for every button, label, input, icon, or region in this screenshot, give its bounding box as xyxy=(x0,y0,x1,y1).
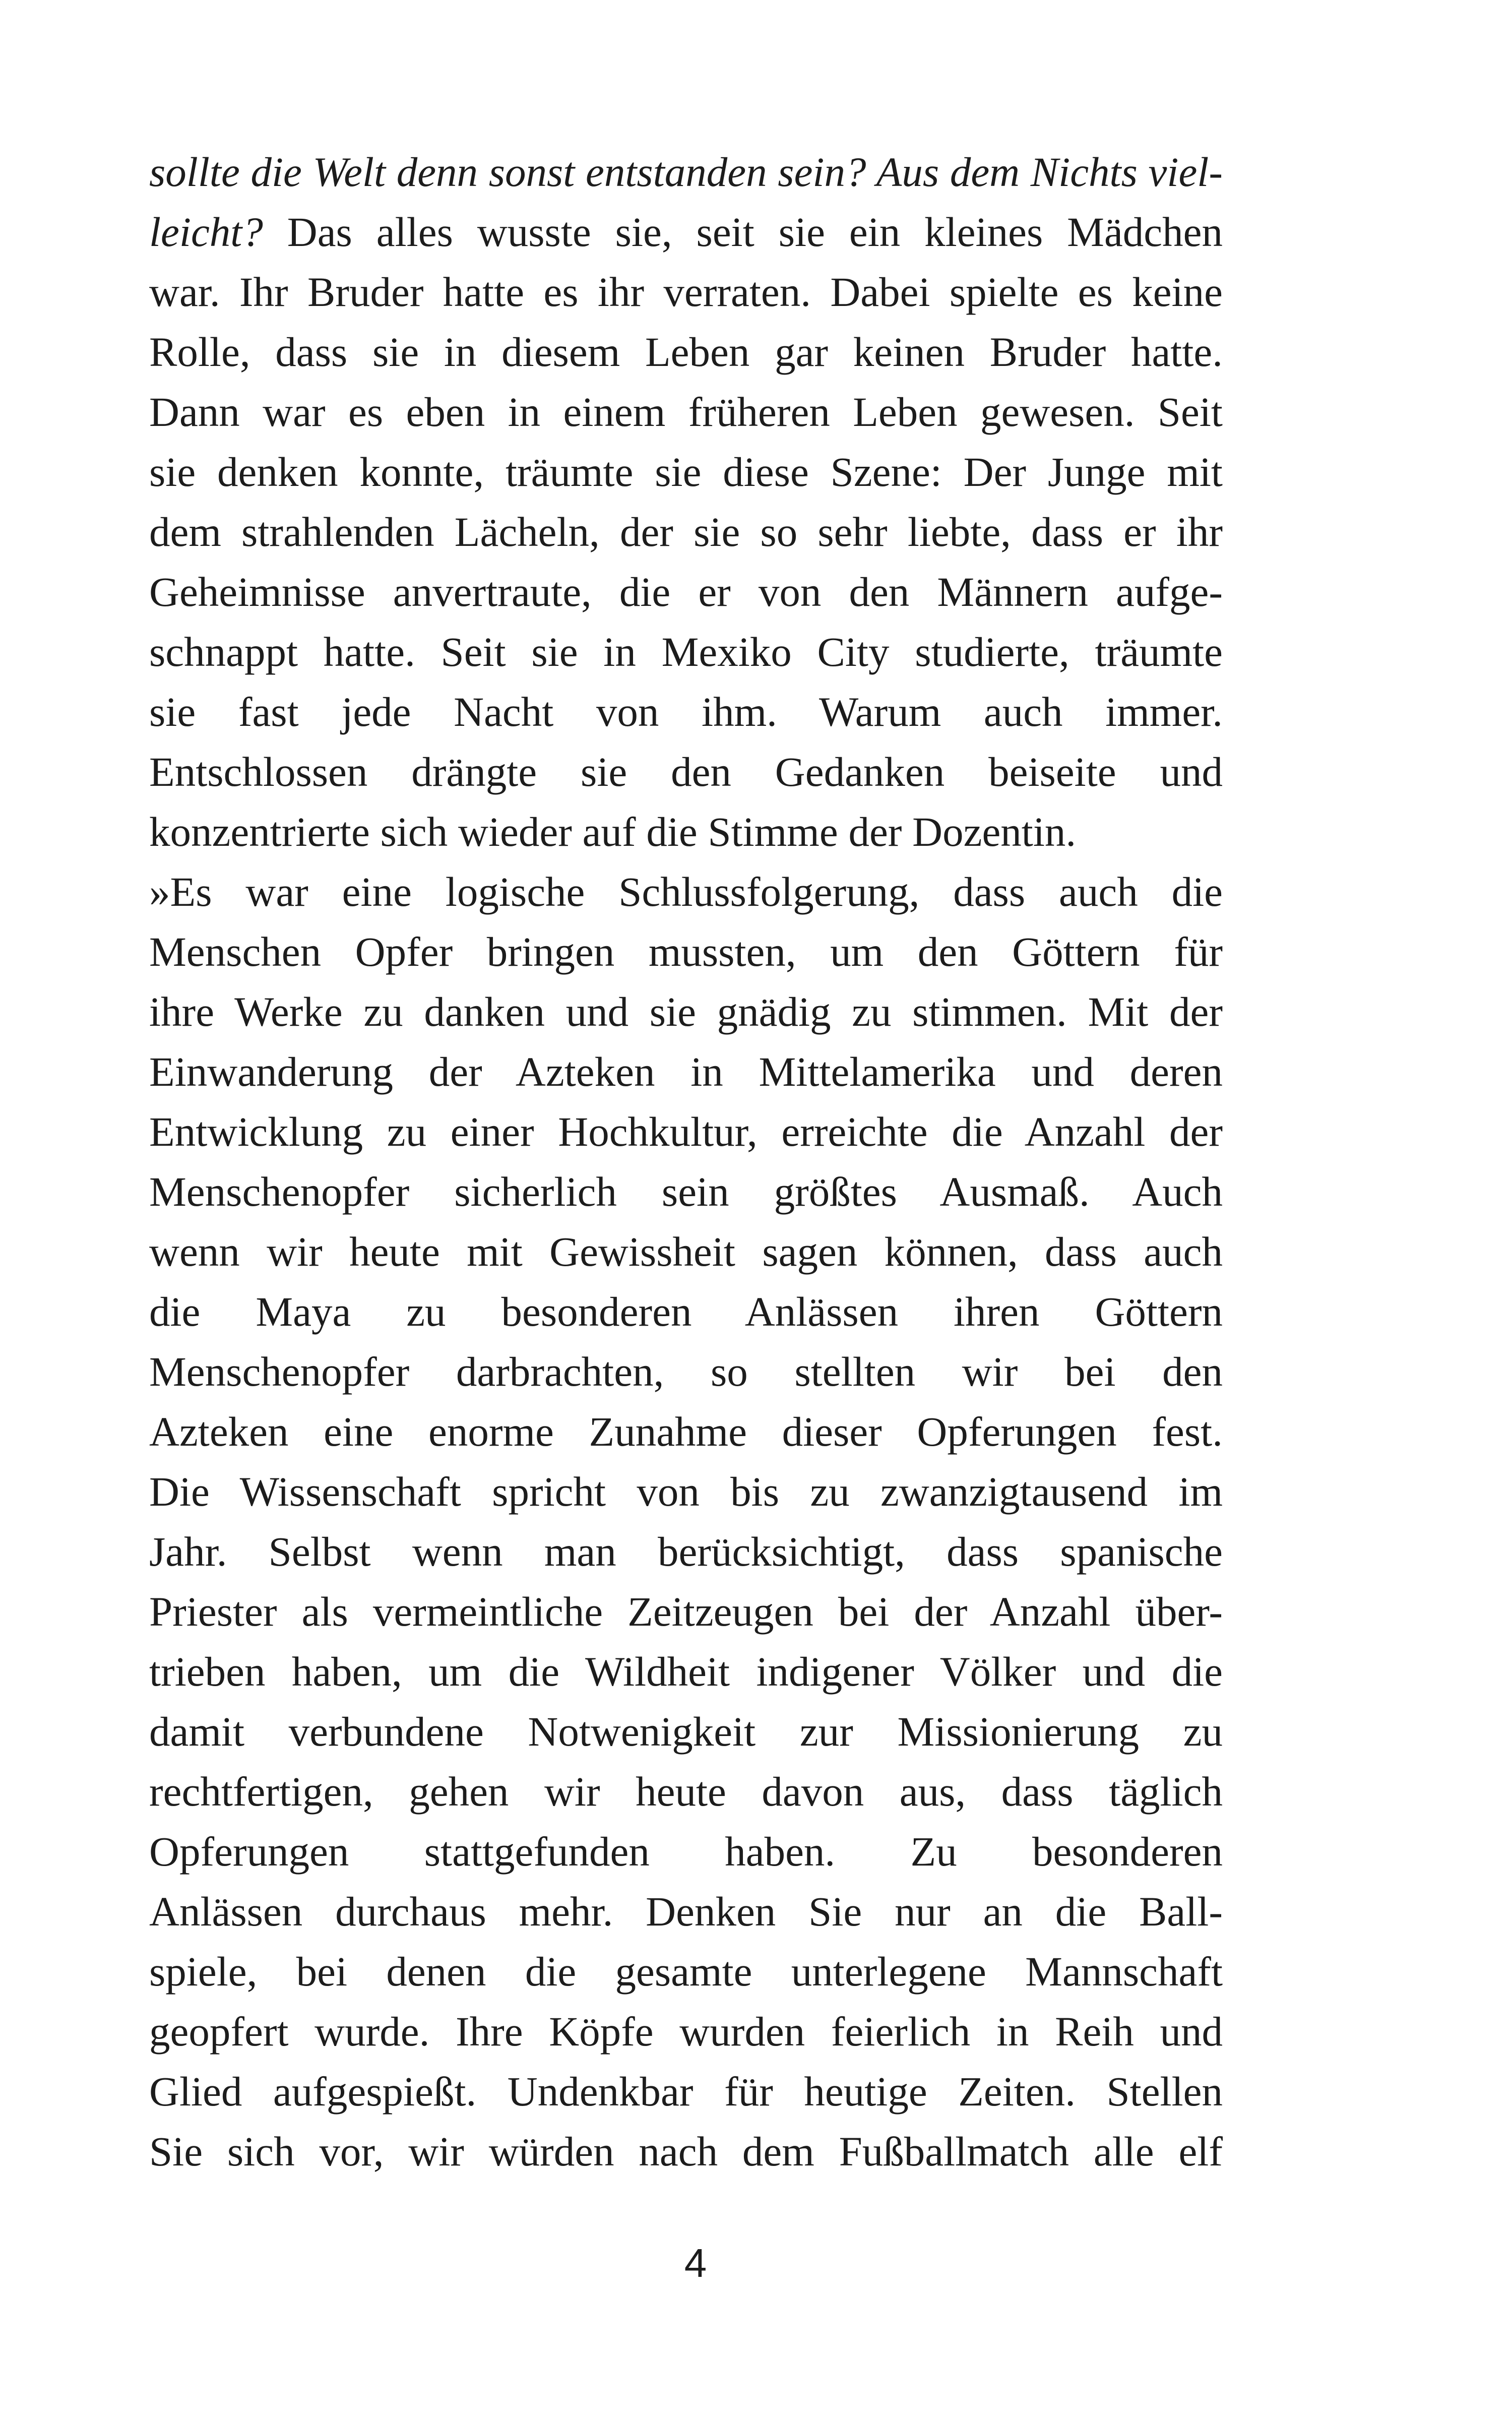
line-text: Menschen Opfer bringen mussten, um den Göttern für xyxy=(149,928,1223,975)
text-line xyxy=(149,1822,1223,1882)
line-text: Azteken eine enorme Zunahme dieser Opferungen fest. xyxy=(149,1408,1223,1455)
text-line xyxy=(149,982,1223,1042)
text-line xyxy=(149,1102,1223,1162)
line-text: Entschlossen drängte sie den Gedanken beiseite und xyxy=(149,749,1223,795)
line-text: trieben haben, um die Wildheit indigener Völker und die xyxy=(149,1648,1223,1695)
text-line xyxy=(149,682,1223,742)
text-line xyxy=(149,862,1223,922)
line-text: spiele, bei denen die gesamte unterlegene Mannschaft xyxy=(149,1948,1223,1995)
text-line xyxy=(149,262,1223,322)
text-line xyxy=(149,742,1223,802)
line-text: die Maya zu besonderen Anlässen ihren Göttern xyxy=(149,1288,1223,1335)
line-text: Menschenopfer darbrachten, so stellten wir bei den xyxy=(149,1348,1223,1395)
text-line xyxy=(149,1222,1223,1282)
text-line xyxy=(149,382,1223,442)
text-line xyxy=(149,442,1223,502)
text-line xyxy=(149,2002,1223,2062)
line-text: Entwicklung zu einer Hochkultur, erreichte die Anzahl der xyxy=(149,1108,1223,1155)
text-line xyxy=(149,1702,1223,1762)
text-line xyxy=(149,1642,1223,1702)
paragraph xyxy=(149,142,1223,862)
text-line xyxy=(149,2062,1223,2122)
line-text: damit verbundene Notwenigkeit zur Missionierung zu xyxy=(149,1708,1223,1755)
line-text: Jahr. Selbst wenn man berücksichtigt, dass spanische xyxy=(149,1528,1223,1575)
line-text: schnappt hatte. Seit sie in Mexiko City studierte, träumte xyxy=(149,629,1223,675)
line-text: Priester als vermeintliche Zeitzeugen bei der Anzahl über- xyxy=(149,1588,1223,1635)
text-line xyxy=(149,1402,1223,1462)
line-text: Rolle, dass sie in diesem Leben gar keinen Bruder hatte. xyxy=(149,329,1223,375)
line-text: geopfert wurde. Ihre Köpfe wurden feierlich in Reih und xyxy=(149,2008,1223,2055)
text-line xyxy=(149,802,1223,862)
line-text: Glied aufgespießt. Undenkbar für heutige Zeiten. Stellen xyxy=(149,2068,1223,2115)
line-text: sie denken konnte, träumte sie diese Szene: Der Junge mit xyxy=(149,449,1223,495)
text-line xyxy=(149,1462,1223,1522)
line-text: Sie sich vor, wir würden nach dem Fußballmatch alle elf xyxy=(149,2128,1223,2175)
line-text: konzentrierte sich wieder auf die Stimme der Dozentin. xyxy=(149,809,1077,855)
italic-text: sollte die Welt denn sonst entstanden sein? Aus dem Nichts viel- xyxy=(149,149,1223,195)
text-line xyxy=(149,1762,1223,1822)
text-line xyxy=(149,1342,1223,1402)
text-line xyxy=(149,1042,1223,1102)
text-line xyxy=(149,202,1223,262)
text-line xyxy=(149,1882,1223,1942)
line-text: wenn wir heute mit Gewissheit sagen können, dass auch xyxy=(149,1228,1223,1275)
line-text: dem strahlenden Lächeln, der sie so sehr liebte, dass er ihr xyxy=(149,509,1223,555)
line-text: Menschenopfer sicherlich sein größtes Ausmaß. Auch xyxy=(149,1168,1223,1215)
italic-text: leicht? xyxy=(149,209,263,255)
line-text: war. Ihr Bruder hatte es ihr verraten. Dabei spielte es keine xyxy=(149,269,1223,315)
line-text: Geheimnisse anvertraute, die er von den Männern aufge- xyxy=(149,569,1223,615)
text-line xyxy=(149,1522,1223,1582)
body-text xyxy=(149,142,1223,2182)
line-text: sie fast jede Nacht von ihm. Warum auch immer. xyxy=(149,689,1223,735)
page-number: 4 xyxy=(684,2241,707,2285)
line-text: Einwanderung der Azteken in Mittelamerika und deren xyxy=(149,1048,1223,1095)
text-line xyxy=(149,502,1223,562)
text-line xyxy=(149,2122,1223,2182)
text-line xyxy=(149,922,1223,982)
line-text: Dann war es eben in einem früheren Leben gewesen. Seit xyxy=(149,389,1223,435)
text-line xyxy=(149,562,1223,622)
text-line xyxy=(149,1582,1223,1642)
line-text: Das alles wusste sie, seit sie ein kleines Mädchen xyxy=(263,209,1223,255)
line-text: Opferungen stattgefunden haben. Zu besonderen xyxy=(149,1828,1223,1875)
text-line xyxy=(149,322,1223,382)
text-line xyxy=(149,1942,1223,2002)
line-text: ihre Werke zu danken und sie gnädig zu stimmen. Mit der xyxy=(149,988,1223,1035)
text-line xyxy=(149,622,1223,682)
text-line xyxy=(149,142,1223,202)
text-line xyxy=(149,1162,1223,1222)
line-text: Anlässen durchaus mehr. Denken Sie nur an die Ball- xyxy=(149,1888,1223,1935)
line-text: Die Wissenschaft spricht von bis zu zwanzigtausend im xyxy=(149,1468,1223,1515)
text-line xyxy=(149,1282,1223,1342)
paragraph xyxy=(149,862,1223,2182)
line-text: »Es war eine logische Schlussfolgerung, dass auch die xyxy=(149,869,1223,915)
line-text: rechtfertigen, gehen wir heute davon aus, dass täglich xyxy=(149,1768,1223,1815)
